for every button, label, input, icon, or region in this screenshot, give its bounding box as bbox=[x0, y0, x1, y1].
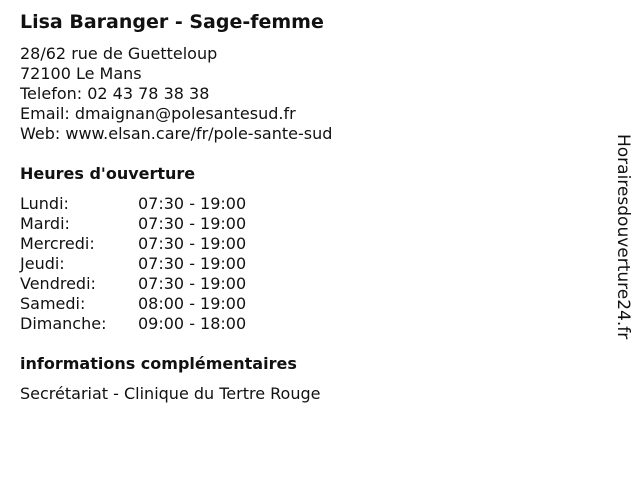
contact-block bbox=[20, 44, 332, 144]
day-label: Mardi: bbox=[20, 214, 70, 233]
page-title: Lisa Baranger - Sage-femme bbox=[20, 11, 324, 33]
day-label: Samedi: bbox=[20, 294, 86, 313]
hours-row-thursday bbox=[20, 254, 246, 274]
time-range: 07:30 - 19:00 bbox=[138, 214, 247, 233]
phone-number: Telefon: 02 43 78 38 38 bbox=[20, 84, 210, 103]
site-watermark: Horairesdouverture24.fr bbox=[613, 134, 633, 340]
hours-row-sunday bbox=[20, 314, 246, 334]
day-label: Mercredi: bbox=[20, 234, 95, 253]
email-address: Email: dmaignan@polesantesud.fr bbox=[20, 104, 296, 123]
opening-hours-heading: Heures d'ouverture bbox=[20, 164, 196, 183]
day-label: Vendredi: bbox=[20, 274, 96, 293]
day-label: Dimanche: bbox=[20, 314, 107, 333]
hours-row-saturday bbox=[20, 294, 246, 314]
time-range: 08:00 - 19:00 bbox=[138, 294, 247, 313]
hours-row-friday bbox=[20, 274, 246, 294]
day-label: Lundi: bbox=[20, 194, 69, 213]
time-range: 09:00 - 18:00 bbox=[138, 314, 247, 333]
city-postcode: 72100 Le Mans bbox=[20, 64, 142, 83]
hours-row-tuesday bbox=[20, 214, 246, 234]
hours-row-wednesday bbox=[20, 234, 246, 254]
opening-hours-table bbox=[20, 194, 246, 334]
time-range: 07:30 - 19:00 bbox=[138, 234, 247, 253]
day-label: Jeudi: bbox=[20, 254, 65, 273]
street-address: 28/62 rue de Guetteloup bbox=[20, 44, 218, 63]
time-range: 07:30 - 19:00 bbox=[138, 274, 247, 293]
website-link: Web: www.elsan.care/fr/pole-sante-sud bbox=[20, 124, 333, 143]
additional-info-text: Secrétariat - Clinique du Tertre Rouge bbox=[20, 384, 321, 403]
additional-info-heading: informations complémentaires bbox=[20, 354, 297, 373]
time-range: 07:30 - 19:00 bbox=[138, 194, 247, 213]
time-range: 07:30 - 19:00 bbox=[138, 254, 247, 273]
hours-row-monday bbox=[20, 194, 246, 214]
